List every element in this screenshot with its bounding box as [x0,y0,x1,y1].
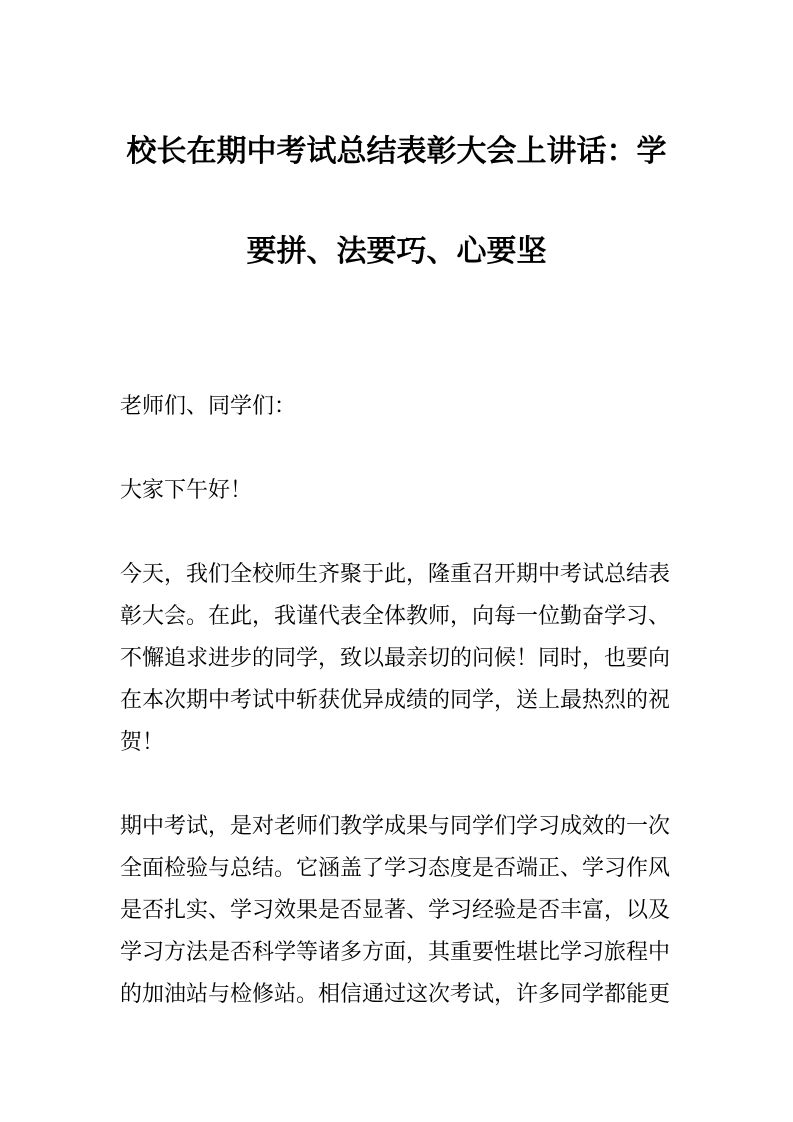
paragraph-exam-significance: 期中考试，是对老师们教学成果与同学们学习成效的一次全面检验与总结。它涵盖了学习态度是否端正、学习作风是否扎实、学习效果是否显著、学习经验是否丰富，以及学习方法是否科学等诸多方面，其重要性堪比学习旅程中的加油站与检修站。相信通过这次考试，许多同学都能更 [120,813,671,1006]
document-title: 校长在期中考试总结表彰大会上讲话：学要拼、法要巧、心要坚 [126,135,667,268]
paragraph-greeting: 大家下午好！ [120,477,253,502]
paragraph-opening-congratulations: 今天，我们全校师生齐聚于此，隆重召开期中考试总结表彰大会。在此，我谨代表全体教师，向每一位勤奋学习、不懈追求进步的同学，致以最亲切的问候！同时，也要向在本次期中考试中斩获优异成绩的同学，送上最热烈的祝贺！ [120,561,671,754]
paragraph-salutation: 老师们、同学们： [120,393,297,418]
